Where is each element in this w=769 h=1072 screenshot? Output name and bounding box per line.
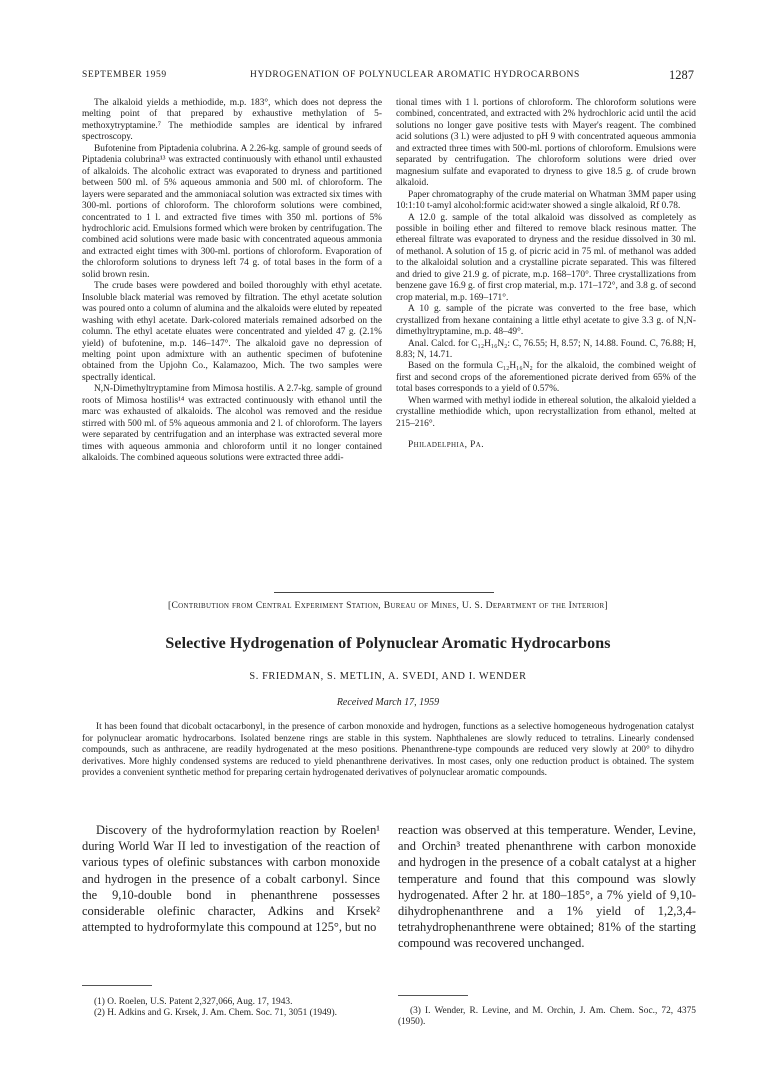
footnote-rule [398, 995, 468, 996]
footnotes-left [82, 997, 382, 1020]
article-title: Selective Hydrogenation of Polynuclear Aromatic Hydrocarbons [165, 635, 611, 652]
footnote: (3) I. Wender, R. Levine, and M. Orchin, J. Am. Chem. Soc., 72, 4375 (1950). [398, 1006, 696, 1028]
paragraph: N,N-Dimethyltryptamine from Mimosa hostilis. A 2.7-kg. sample of ground roots of Mimosa hostilis¹⁴ was extracted continuously with ethanol until the marc was exhausted of alkaloids. The alcohol was removed and the residue stirred with 500 ml. of 5% aqueous ammonia and 2 l. of chloroform. The layers were separated by centrifugation and an interphase was extracted several more times with aqueous ammonia and chloroform until it no longer contained alkaloids. The combined aqueous solutions were extracted three addi- [82, 384, 382, 464]
body-left-column [82, 822, 380, 935]
paragraph: Paper chromatography of the crude material on Whatman 3MM paper using 10:1:10 t-amyl alcohol:formic acid:water showed a single alkaloid, Rf 0.78. [396, 189, 696, 212]
body-right-column [398, 822, 696, 952]
footnote-rule [82, 985, 152, 986]
paragraph: Based on the formula C₁₂H₁₆N₂ for the alkaloid, the combined weight of first and second crops of the aforementioned picrate derived from 65% of the total bases corresponds to a yield of 0.57%. [396, 361, 696, 395]
paragraph: When warmed with methyl iodide in ethereal solution, the alkaloid yielded a crystalline methiodide which, upon recrystallization from ethanol, melted at 215–216°. [396, 395, 696, 429]
abstract: It has been found that dicobalt octacarbonyl, in the presence of carbon monoxide and hydrogen, functions as a selective homogeneous hydrogenation catalyst for polynuclear aromatic hydrocarbons. Isolated benzene rings are stable in this system. Naphthalenes are slowly reduced to tetralins. Linearly condensed compounds, such as anthracene, are readily hydrogenated at the meso positions. Phenanthrene-type compounds are reduced very slowly at 200° to dihydro derivatives. More highly condensed systems are reduced to yield phenanthrene derivatives. In most cases, only one reduction product is obtained. The system provides a convenient synthetic method for preparing certain hydrogenated derivatives of polynuclear aromatic compounds. [82, 722, 694, 779]
running-head-date: SEPTEMBER 1959 [82, 70, 167, 80]
analysis-paragraph: Anal. Calcd. for C₁₂H₁₆N₂: C, 76.55; H, 8.57; N, 14.88. Found. C, 76.88; H, 8.83; N, 14.71. [396, 338, 696, 360]
footnotes-right [398, 1006, 696, 1029]
footnote: (2) H. Adkins and G. Krsek, J. Am. Chem. Soc. 71, 3051 (1949). [94, 1008, 337, 1019]
paragraph: Bufotenine from Piptadenia colubrina. A 2.26-kg. sample of ground seeds of Piptadenia colubrina¹³ was extracted continuously with ethanol until exhausted of alkaloids. The alcoholic extract was evaporated to dryness and partitioned between 500 ml. of 5% aqueous ammonia and 500 ml. of chloroform. The layers were separated and the ammoniacal solution was extracted six times with 300-ml. portions of chloroform. The chloroform solutions were combined, concentrated to 1 l. and extracted five times with 350 ml. portions of 5% hydrochloric acid. Emulsions formed which were broken by centrifugation. The combined acid solutions were made basic with concentrated aqueous ammonia and extracted eight times with 300-ml. portions of chloroform. Evaporation of the chloroform solutions to dryness left 74 g. of total bases in the form of a solid brown resin. [82, 143, 382, 280]
paragraph: A 12.0 g. sample of the total alkaloid was dissolved as completely as possible in boiling ether and filtered to remove black resinous matter. The ethereal filtrate was evaporated to dryness and the residue dissolved in 30 ml. of methanol. A solution of 15 g. of picric acid in 75 ml. of methanol was added to the alkaloidal solution and a crystalline picrate separated. This was filtered and dried to give 21.9 g. of picrate, m.p. 168–170°. Three crystallizations from benzene gave 16.9 g. of first crop material, m.p. 171–172°, and 3.8 g. of second crop material, m.p. 169–171°. [396, 212, 696, 303]
paragraph: The crude bases were powdered and boiled thoroughly with ethyl acetate. Insoluble black material was removed by filtration. The ethyl acetate solution was poured onto a column of alumina and the alkaloids were eluted by repeated washing with ethyl acetate. Dark-colored materials remained adsorbed on the column. The ethyl acetate eluates were concentrated and yielded 47 g. (2.1% yield) of bufotenine, m.p. 146–147°. The alkaloid gave no depression of melting point upon admixture with an authentic specimen of bufotenine obtained from the Upjohn Co., Kalamazoo, Mich. The two samples were spectrally identical. [82, 281, 382, 383]
article-authors: S. FRIEDMAN, S. METLIN, A. SVEDI, AND I. WENDER [249, 671, 527, 682]
previous-article-left-column [82, 98, 382, 465]
running-head-title: HYDROGENATION OF POLYNUCLEAR AROMATIC HYDROCARBONS [250, 70, 580, 80]
contribution-line: [Contribution from Central Experiment Station, Bureau of Mines, U. S. Department of the Interior] [167, 600, 609, 611]
footnote: (1) O. Roelen, U.S. Patent 2,327,066, Aug. 17, 1943. [94, 997, 293, 1007]
body-paragraph: Discovery of the hydroformylation reaction by Roelen¹ during World War II led to investigation of the reaction of various types of olefinic substances with carbon monoxide and hydrogen in the presence of a cobalt carbonyl. Since the 9,10-double bond in phenanthrene possesses considerable olefinic character, Adkins and Krsek² attempted to hydroformylate this compound at 125°, but no [82, 823, 380, 935]
previous-article-right-column [396, 98, 696, 452]
paragraph: The alkaloid yields a methiodide, m.p. 183°, which does not depress the melting point of that prepared by exhaustive methylation of 5-methoxytryptamine.⁷ The methiodide samples are identical by infrared spectroscopy. [82, 98, 382, 143]
body-paragraph: reaction was observed at this temperature. Wender, Levine, and Orchin³ treated phenanthrene with carbon monoxide and hydrogen in the presence of a cobalt catalyst at a higher temperature and found that this compound was slowly hydrogenated. After 2 hr. at 180–185°, a 7% yield of 9,10-dihydrophenanthrene and a 1% yield of 1,2,3,4-tetrahydrophenanthrene were obtained; 81% of the starting compound was recovered unchanged. [398, 823, 696, 951]
section-divider [274, 592, 494, 593]
received-date: Received March 17, 1959 [336, 697, 440, 708]
page-number: 1287 [669, 68, 694, 82]
paragraph: A 10 g. sample of the picrate was converted to the free base, which crystallized from hexane containing a little ethyl acetate to give 3.3 g. of N,N-dimethyltryptamine, m.p. 48–49°. [396, 304, 696, 338]
running-head [82, 70, 694, 84]
signature-location: Philadelphia, Pa. [408, 440, 484, 451]
paragraph: tional times with 1 l. portions of chloroform. The chloroform solutions were combined, concentrated, and extracted with 2% hydrochloric acid until the acid solutions no longer gave positive tests with Mayer's reagent. The combined acid solutions (3 l.) were adjusted to pH 9 with concentrated aqueous ammonia and extracted three times with 500-ml. portions of chloroform. Emulsions were separated by centrifugation. The chloroform solutions were dried over magnesium sulfate and evaporated to dryness to give 18.5 g. of crude brown alkaloid. [396, 98, 696, 189]
